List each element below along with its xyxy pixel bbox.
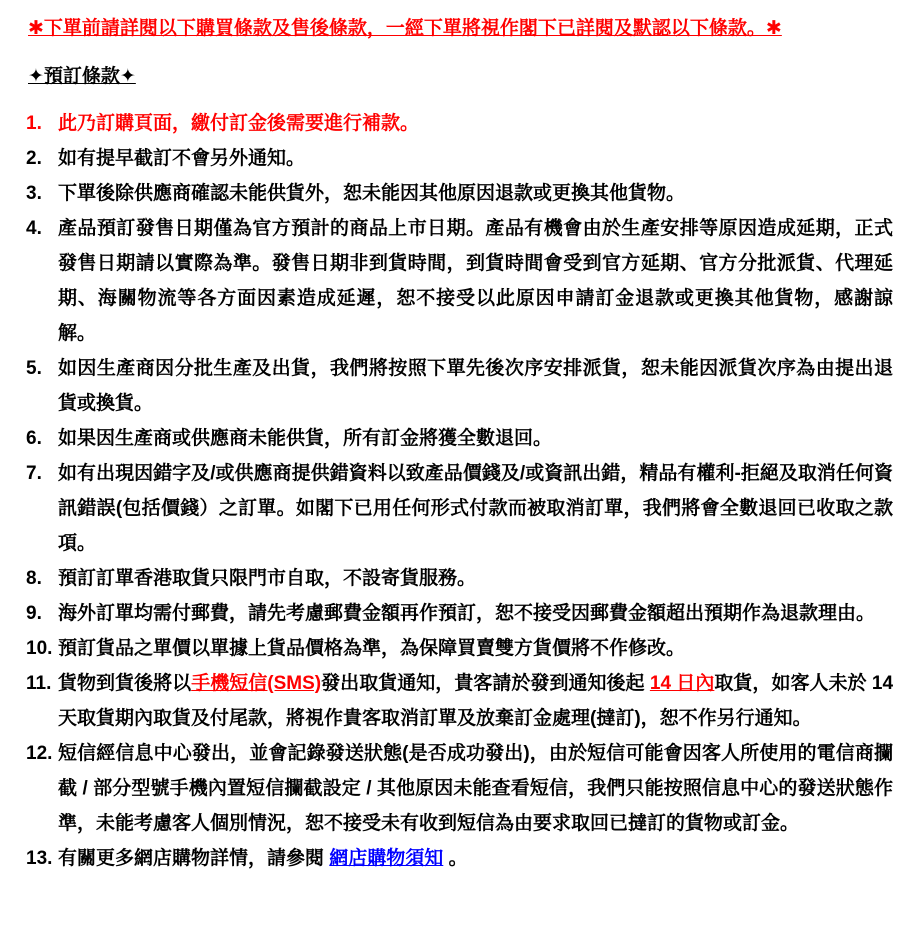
term-item-13: [26, 841, 893, 876]
term-item-9: [26, 596, 893, 631]
term-number: 12.: [26, 743, 53, 764]
term-text: [58, 421, 893, 456]
term-segment: 。: [443, 848, 468, 869]
term-segment: 海外訂單均需付郵費，請先考慮郵費金額再作預訂，恕不接受因郵費金額超出預期作為退款理由。: [58, 603, 876, 624]
term-text: [58, 736, 893, 841]
term-text: [58, 456, 893, 561]
term-segment: 如有出現因錯字及/或供應商提供錯資料以致產品價錢及/或資訊出錯，精品有權利-拒絕及取消任何資訊錯誤(包括價錢）之訂單。如閣下已用任何形式付款而被取消訂單，我們將會全數退回已收取之款項。: [58, 463, 893, 554]
term-segment: 如有提早截訂不會另外通知。: [58, 148, 306, 169]
term-segment: 短信經信息中心發出，並會記錄發送狀態(是否成功發出)，由於短信可能會因客人所使用的電信商攔截 / 部分型號手機內置短信攔截設定 / 其他原因未能查看短信，我們只能按照信息中心的發送狀態作準，未能考慮客人個別情況，恕不接受未有收到短信為由要求取回已撻訂的貨物或訂金。: [58, 743, 893, 834]
term-item-7: [26, 456, 893, 561]
term-text: [58, 561, 893, 596]
terms-list: [26, 106, 893, 876]
term-segment: 此乃訂購頁面，繳付訂金後需要進行補款。: [58, 113, 420, 134]
highlighted-term-text: 14 日內: [649, 673, 715, 694]
shop-guide-link[interactable]: 網店購物須知: [329, 848, 444, 869]
term-segment: 預訂訂單香港取貨只限門市自取，不設寄貨服務。: [58, 568, 477, 589]
term-segment: 發出取貨通知，貴客請於發到通知後起: [321, 673, 650, 694]
page-title: ✱下單前請詳閱以下購買條款及售後條款，一經下單將視作閣下已詳閱及默認以下條款。✱: [28, 18, 782, 39]
term-item-8: [26, 561, 893, 596]
term-item-10: [26, 631, 893, 666]
term-segment: 取貨，如客人未於 14 天取貨期內取貨及付尾款，將視作貴客取消訂單及放棄訂金處理(撻訂)，恕不作另行通知。: [58, 673, 894, 729]
term-segment: 預訂貨品之單價以單據上貨品價格為準，為保障買賣雙方貨價將不作修改。: [58, 638, 686, 659]
term-number: 6.: [26, 428, 42, 449]
term-segment: 貨物到貨後將以: [58, 673, 192, 694]
term-item-11: [26, 666, 893, 736]
term-number: 9.: [26, 603, 42, 624]
term-text: [58, 596, 893, 631]
term-item-3: [26, 176, 893, 211]
term-number: 7.: [26, 463, 42, 484]
term-item-5: [26, 351, 893, 421]
term-item-4: [26, 211, 893, 351]
term-number: 8.: [26, 568, 42, 589]
term-number: 1.: [26, 113, 42, 134]
term-number: 2.: [26, 148, 42, 169]
term-number: 5.: [26, 358, 42, 379]
term-text: [58, 631, 893, 666]
term-number: 3.: [26, 183, 42, 204]
term-number: 10.: [26, 638, 53, 659]
term-item-2: [26, 141, 893, 176]
term-number: 4.: [26, 218, 42, 239]
term-text: [58, 666, 893, 736]
term-segment: 有關更多網店購物詳情，請參閱: [58, 848, 330, 869]
term-item-1: [26, 106, 893, 141]
highlighted-term-text: 手機短信(SMS): [191, 673, 322, 694]
term-text: [58, 141, 893, 176]
term-segment: 產品預訂發售日期僅為官方預計的商品上市日期。產品有機會由於生產安排等原因造成延期，正式發售日期請以實際為準。發售日期非到貨時間，到貨時間會受到官方延期、官方分批派貨、代理延期、海關物流等各方面因素造成延遲，恕不接受以此原因申請訂金退款或更換其他貨物，感謝諒解。: [58, 218, 893, 344]
term-text: [58, 211, 893, 351]
term-text: [58, 176, 893, 211]
term-number: 11.: [26, 673, 52, 694]
section-header-preorder-terms: ✦預訂條款✦: [28, 66, 136, 87]
term-text: [58, 106, 893, 141]
term-segment: 下單後除供應商確認未能供貨外，恕未能因其他原因退款或更換其他貨物。: [58, 183, 686, 204]
term-number: 13.: [26, 848, 53, 869]
term-item-12: [26, 736, 893, 841]
term-item-6: [26, 421, 893, 456]
term-segment: 如果因生產商或供應商未能供貨，所有訂金將獲全數退回。: [58, 428, 553, 449]
term-text: [58, 351, 893, 421]
term-segment: 如因生產商因分批生產及出貨，我們將按照下單先後次序安排派貨，恕未能因派貨次序為由提出退貨或換貨。: [58, 358, 893, 414]
term-text: [58, 841, 893, 876]
